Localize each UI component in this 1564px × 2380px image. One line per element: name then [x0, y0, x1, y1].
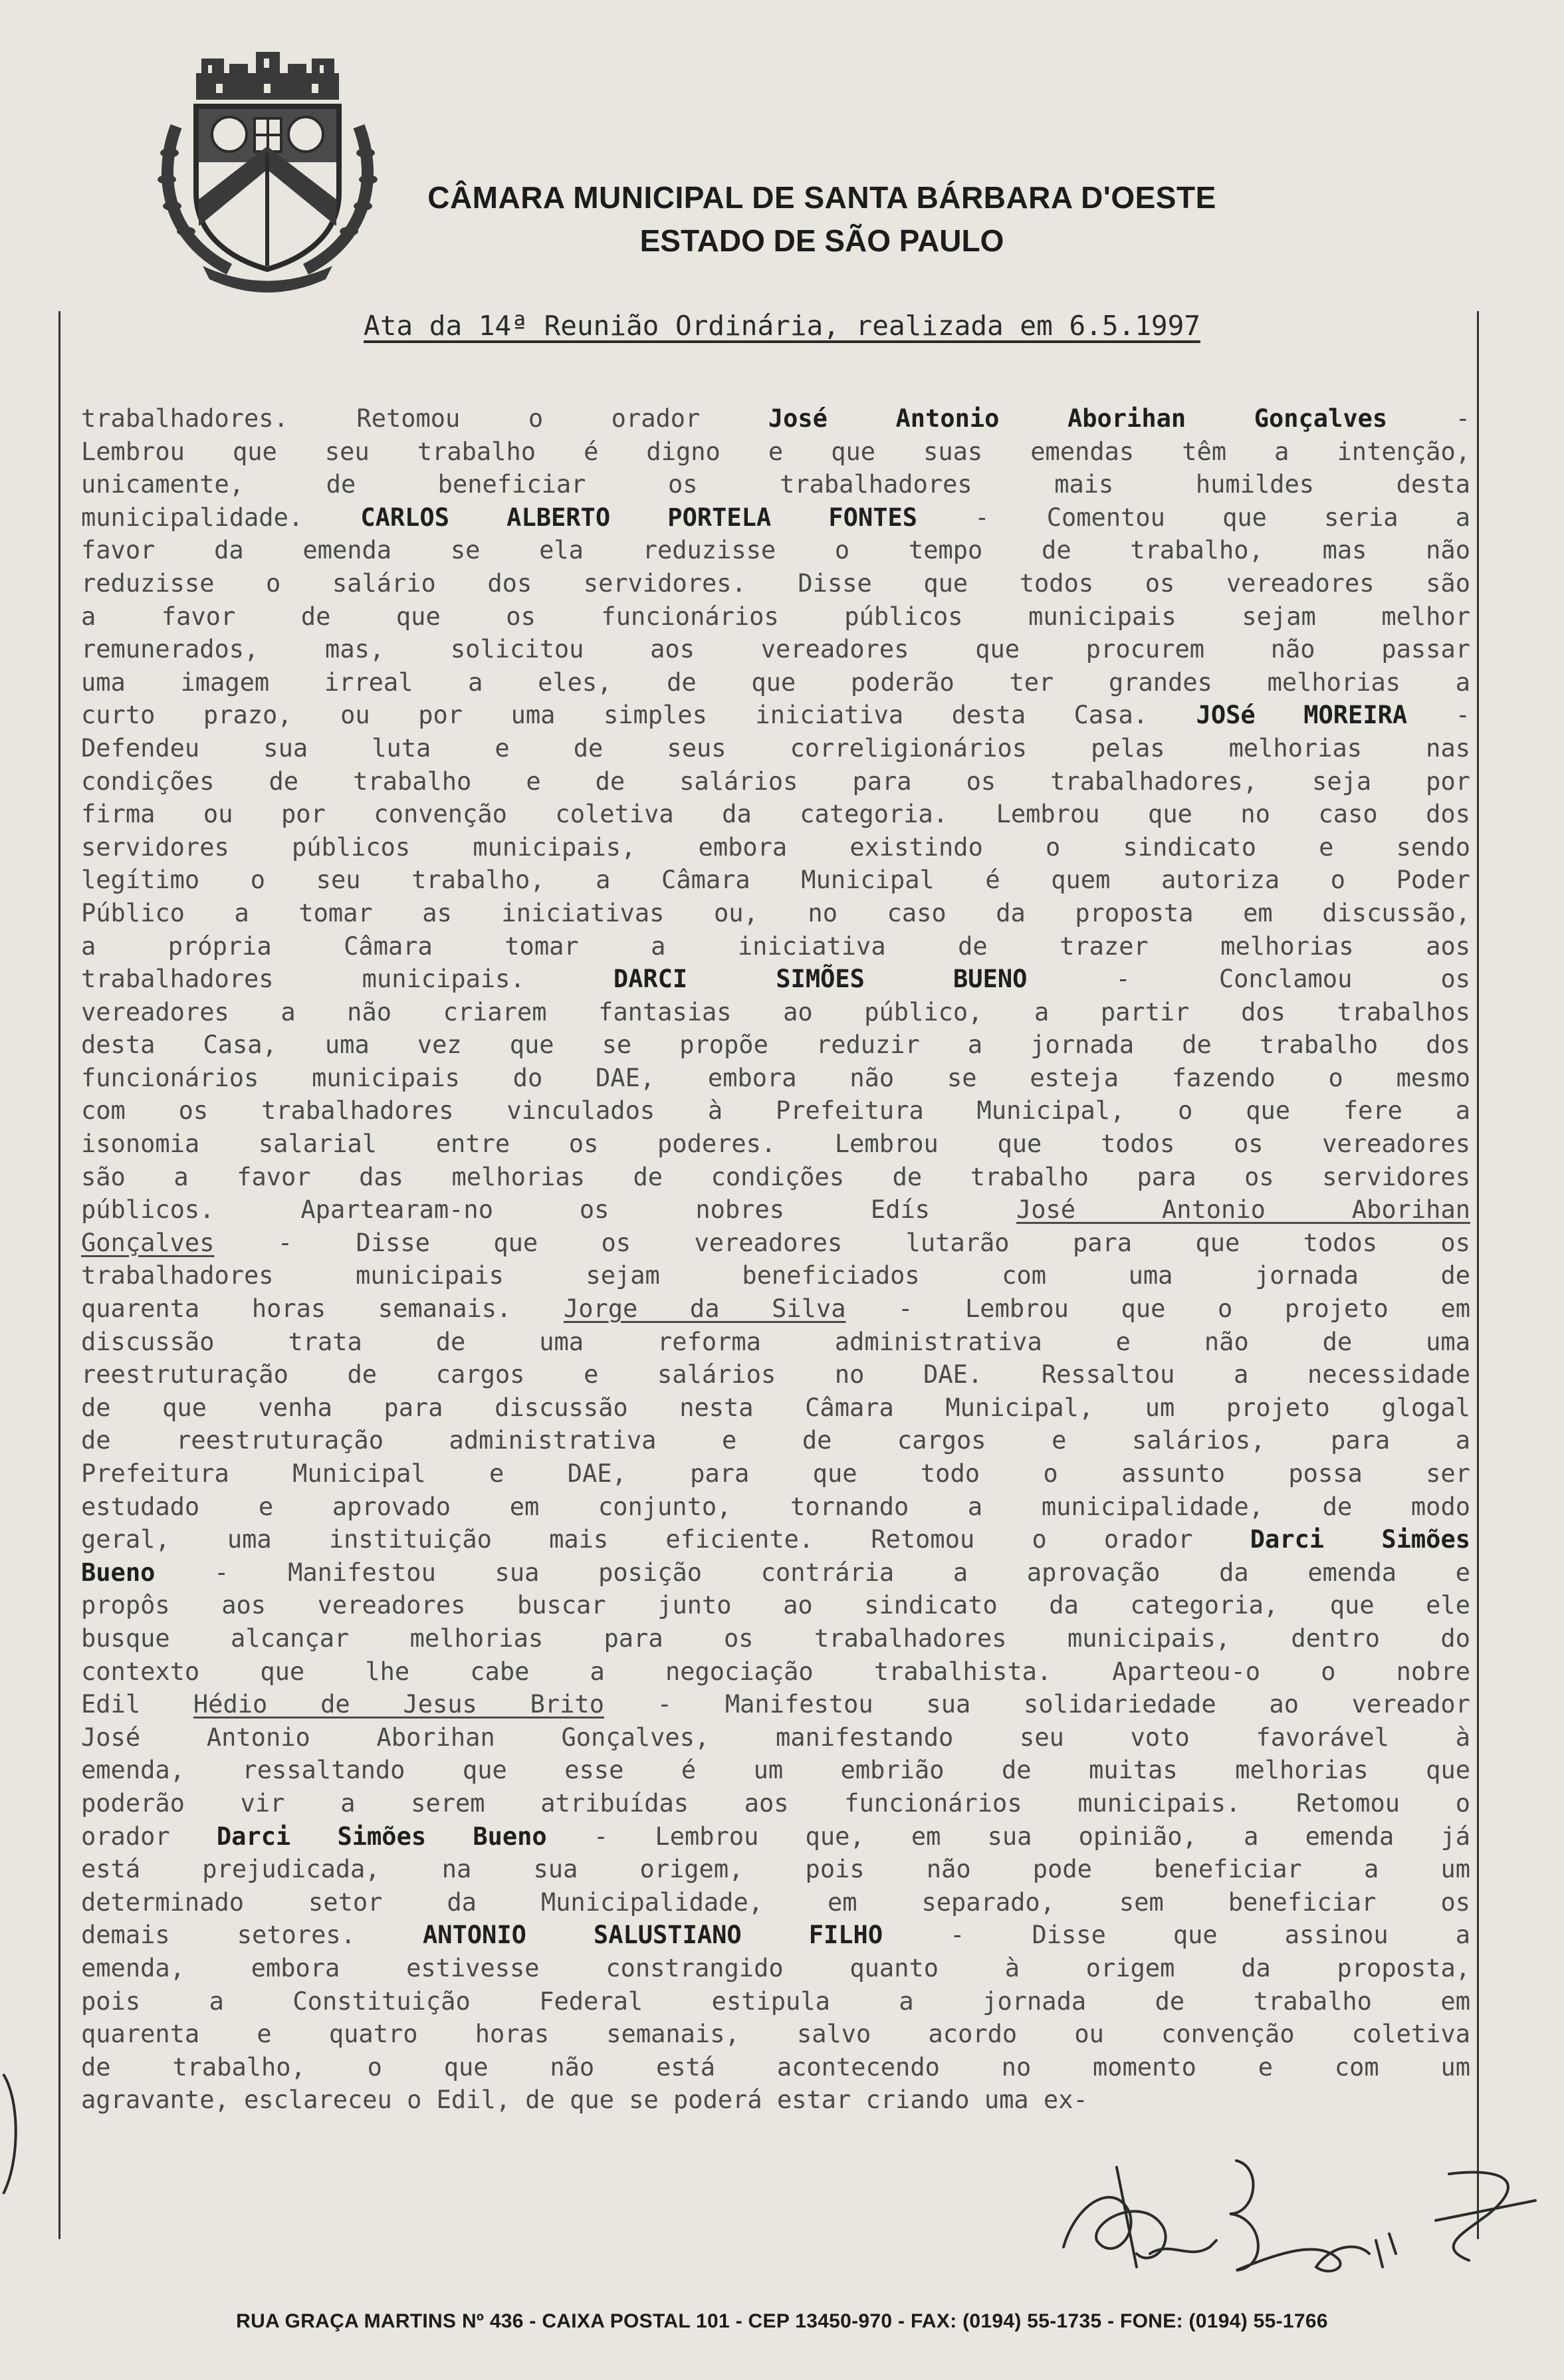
- text-segment: propôs aos vereadores buscar junto ao sindicato da categoria, que ele: [81, 1591, 1470, 1620]
- text-line: [81, 996, 1470, 1029]
- text-segment: são a favor das melhorias de condições de trabalho para os servidores: [81, 1162, 1470, 1191]
- footer-address: RUA GRAÇA MARTINS Nº 436 - CAIXA POSTAL 101 - CEP 13450-970 - FAX: (0194) 55-1735 - FONE: (0194) 55-1766: [236, 2310, 1328, 2332]
- minutes-title: [0, 310, 1564, 342]
- text-segment: - Disse que assinou a: [883, 1921, 1470, 1950]
- text-segment: determinado setor da Municipalidade, em separado, sem beneficiar os: [81, 1887, 1470, 1917]
- text-segment: discussão trata de uma reforma administrativa e não de uma: [81, 1327, 1470, 1356]
- text-segment: municipalidade.: [81, 503, 361, 532]
- margin-mark-icon: [0, 2061, 27, 2207]
- text-line: [81, 1193, 1470, 1227]
- text-segment: - Manifestou sua solidariedade ao vereador: [604, 1690, 1470, 1719]
- text-segment: emenda, embora estivesse constrangido quanto à origem da proposta,: [81, 1953, 1470, 1982]
- text-line: [81, 1128, 1470, 1161]
- text-segment: agravante, esclareceu o Edil, de que se poderá estar criando uma ex-: [81, 2085, 1088, 2115]
- text-line: [81, 963, 1470, 996]
- state-name: ESTADO DE SÃO PAULO: [639, 223, 1004, 258]
- text-line: [81, 1259, 1470, 1292]
- text-line: [81, 1161, 1470, 1194]
- text-segment: de trabalho, o que não está acontecendo no momento e com um: [81, 2052, 1470, 2082]
- text-segment: Edil: [81, 1690, 193, 1719]
- text-line: [81, 1457, 1470, 1490]
- text-segment: contexto que lhe cabe a negociação trabalhista. Aparteou-o o nobre: [81, 1657, 1470, 1686]
- text-segment: de reestruturação administrativa e de cargos e salários, para a: [81, 1426, 1470, 1455]
- text-line: [81, 1985, 1470, 2018]
- text-segment: - Conclamou os: [1027, 965, 1470, 994]
- text-line: [81, 1787, 1470, 1820]
- speaker-name: José Antonio Aborihan Gonçalves: [768, 404, 1388, 433]
- text-segment: reduzisse o salário dos servidores. Disse que todos os vereadores são: [81, 568, 1470, 598]
- text-segment: - Comentou que seria a: [917, 503, 1470, 532]
- text-segment: vereadores a não criarem fantasias ao público, a partir dos trabalhos: [81, 997, 1470, 1026]
- text-segment: funcionários municipais do DAE, embora não se esteja fazendo o mesmo: [81, 1063, 1470, 1092]
- minutes-body: [81, 402, 1470, 2117]
- text-line: [81, 2083, 1470, 2117]
- text-segment: com os trabalhadores vinculados à Prefeitura Municipal, o que fere a: [81, 1096, 1470, 1126]
- text-segment: Defendeu sua luta e de seus correligionários pelas melhorias nas: [81, 733, 1470, 763]
- text-line: [81, 732, 1470, 765]
- aparteante-name: Hédio de Jesus Brito: [193, 1690, 604, 1719]
- text-line: [81, 1820, 1470, 1853]
- text-segment: públicos. Apartearam-no os nobres Edís: [81, 1195, 1016, 1225]
- speaker-name: Bueno: [81, 1558, 156, 1587]
- text-line: [81, 798, 1470, 831]
- text-line: [81, 1523, 1470, 1556]
- text-line: [81, 699, 1470, 732]
- text-line: [81, 1589, 1470, 1622]
- text-segment: -: [1387, 404, 1470, 433]
- chamber-name: CÂMARA MUNICIPAL DE SANTA BÁRBARA D'OESTE: [427, 180, 1216, 215]
- text-segment: Público a tomar as iniciativas ou, no caso da proposta em discussão,: [81, 898, 1470, 927]
- text-segment: quarenta horas semanais.: [81, 1294, 564, 1324]
- aparteante-name: Gonçalves: [81, 1228, 215, 1257]
- text-line: [81, 1490, 1470, 1524]
- text-segment: - Lembrou que, em sua opinião, a emenda já: [546, 1822, 1470, 1851]
- text-line: [81, 864, 1470, 897]
- text-segment: geral, uma instituição mais eficiente. Retomou o orador: [81, 1525, 1250, 1554]
- text-segment: remunerados, mas, solicitou aos vereadores que procurem não passar: [81, 635, 1470, 664]
- text-line: [81, 1326, 1470, 1359]
- text-segment: poderão vir a serem atribuídas aos funcionários municipais. Retomou o: [81, 1788, 1470, 1818]
- text-line: [81, 1655, 1470, 1689]
- text-segment: trabalhadores municipais.: [81, 965, 614, 994]
- text-line: [81, 1688, 1470, 1721]
- text-line: [81, 1424, 1470, 1457]
- text-line: [81, 1853, 1470, 1886]
- text-segment: favor da emenda se ela reduzisse o tempo de trabalho, mas não: [81, 536, 1470, 565]
- text-segment: de que venha para discussão nesta Câmara Municipal, um projeto glogal: [81, 1393, 1470, 1422]
- left-margin-rule: [58, 311, 60, 2239]
- text-line: [81, 1358, 1470, 1391]
- text-line: [81, 1721, 1470, 1754]
- text-line: [81, 930, 1470, 963]
- text-segment: busque alcançar melhorias para os trabalhadores municipais, dentro do: [81, 1623, 1470, 1653]
- text-line: [81, 1556, 1470, 1590]
- speaker-name: DARCI SIMÕES BUENO: [613, 965, 1028, 994]
- text-segment: curto prazo, ou por uma simples iniciativa desta Casa.: [81, 701, 1196, 730]
- speaker-name: Darci Simões: [1250, 1525, 1470, 1554]
- text-line: [81, 1028, 1470, 1062]
- text-segment: trabalhadores. Retomou o orador: [81, 404, 768, 433]
- text-segment: legítimo o seu trabalho, a Câmara Municipal é quem autoriza o Poder: [81, 866, 1470, 895]
- text-line: [81, 1622, 1470, 1655]
- text-segment: José Antonio Aborihan Gonçalves, manifestando seu voto favorável à: [81, 1723, 1470, 1752]
- text-line: [81, 2051, 1470, 2084]
- text-segment: trabalhadores municipais sejam beneficiados com uma jornada de: [81, 1261, 1470, 1290]
- text-line: [81, 1919, 1470, 1952]
- text-line: [81, 1952, 1470, 1985]
- aparteante-name: Jorge da Silva: [563, 1294, 846, 1324]
- text-line: [81, 567, 1470, 600]
- text-segment: - Lembrou que o projeto em: [845, 1294, 1470, 1324]
- text-segment: a favor de que os funcionários públicos municipais sejam melhor: [81, 602, 1470, 631]
- text-line: [81, 2018, 1470, 2051]
- text-segment: demais setores.: [81, 1921, 423, 1950]
- speaker-name: CARLOS ALBERTO PORTELA FONTES: [360, 503, 918, 532]
- right-margin-rule: [1477, 311, 1479, 2239]
- aparteante-name: José Antonio Aborihan: [1016, 1195, 1470, 1225]
- text-segment: emenda, ressaltando que esse é um embrião de muitas melhorias que: [81, 1756, 1470, 1785]
- text-line: [81, 600, 1470, 634]
- text-segment: está prejudicada, na sua origem, pois não pode beneficiar a um: [81, 1855, 1470, 1884]
- text-line: [81, 435, 1470, 469]
- text-line: [81, 468, 1470, 501]
- text-segment: condições de trabalho e de salários para os trabalhadores, seja por: [81, 767, 1470, 796]
- text-line: [81, 1391, 1470, 1425]
- text-line: [81, 534, 1470, 567]
- text-segment: -: [1407, 701, 1470, 730]
- text-segment: Lembrou que seu trabalho é digno e que suas emendas têm a intenção,: [81, 437, 1470, 466]
- text-line: [81, 1292, 1470, 1326]
- text-segment: quarenta e quatro horas semanais, salvo acordo ou convenção coletiva: [81, 2020, 1470, 2049]
- text-line: [81, 1094, 1470, 1128]
- text-line: [81, 897, 1470, 930]
- text-line: [81, 666, 1470, 699]
- text-segment: isonomia salarial entre os poderes. Lembrou que todos os vereadores: [81, 1130, 1470, 1159]
- speaker-name: Darci Simões Bueno: [216, 1822, 547, 1851]
- minutes-title-text: Ata da 14ª Reunião Ordinária, realizada em 6.5.1997: [364, 310, 1200, 342]
- text-line: [81, 1227, 1470, 1260]
- text-segment: uma imagem irreal a eles, de que poderão ter grandes melhorias a: [81, 667, 1470, 697]
- text-segment: reestruturação de cargos e salários no DAE. Ressaltou a necessidade: [81, 1360, 1470, 1389]
- speaker-name: ANTONIO SALUSTIANO FILHO: [422, 1921, 883, 1950]
- text-line: [81, 633, 1470, 666]
- text-segment: unicamente, de beneficiar os trabalhadores mais humildes desta: [81, 470, 1470, 499]
- text-segment: desta Casa, uma vez que se propõe reduzir a jornada de trabalho dos: [81, 1030, 1470, 1060]
- text-segment: firma ou por convenção coletiva da categoria. Lembrou que no caso dos: [81, 800, 1470, 829]
- text-line: [81, 1754, 1470, 1787]
- text-segment: servidores públicos municipais, embora existindo o sindicato e sendo: [81, 832, 1470, 862]
- text-segment: orador: [81, 1822, 217, 1851]
- text-segment: Prefeitura Municipal e DAE, para que todo o assunto possa ser: [81, 1459, 1470, 1488]
- text-line: [81, 1886, 1470, 1919]
- text-line: [81, 501, 1470, 535]
- text-line: [81, 765, 1470, 798]
- text-line: [81, 402, 1470, 435]
- signatures-icon: [1037, 2141, 1542, 2300]
- speaker-name: JOSé MOREIRA: [1196, 701, 1408, 730]
- text-line: [81, 831, 1470, 864]
- text-segment: pois a Constituição Federal estipula a jornada de trabalho em: [81, 1986, 1470, 2016]
- text-segment: - Disse que os vereadores lutarão para que todos os: [214, 1228, 1470, 1257]
- text-line: [81, 1062, 1470, 1095]
- text-segment: estudado e aprovado em conjunto, tornando a municipalidade, de modo: [81, 1492, 1470, 1521]
- text-segment: - Manifestou sua posição contrária a aprovação da emenda e: [155, 1558, 1470, 1587]
- text-segment: a própria Câmara tomar a iniciativa de trazer melhorias aos: [81, 931, 1470, 961]
